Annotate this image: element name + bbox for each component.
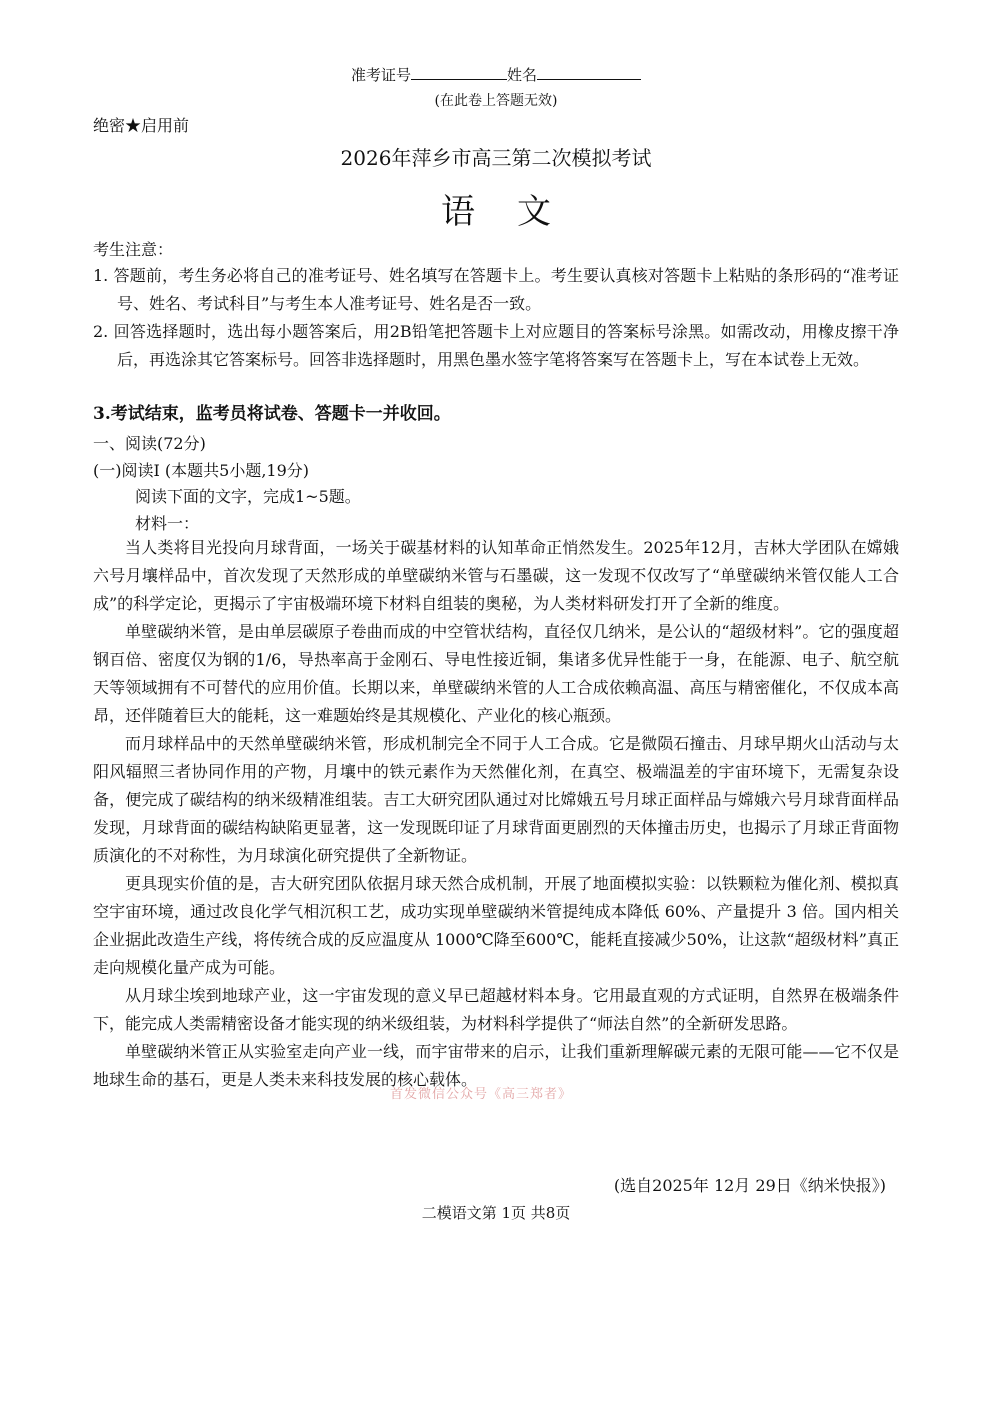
notice-item-2: 2. 回答选择题时，选出每小题答案后，用2B铅笔把答题卡上对应题目的答案标号涂黑。如需改动，用橡皮擦干净后，再选涂其它答案标号。回答非选择题时，用黑色墨水签字笔将答案写在答题卡上，写在本试卷上无效。 — [93, 322, 899, 369]
page-footer: 二模语文第 1页 共8页 — [421, 1204, 571, 1222]
notice-heading: 考生注意： — [93, 240, 174, 259]
exam-id-blank — [411, 65, 507, 80]
article-body — [93, 534, 899, 1094]
article-source: (选自2025年 12月 29日《纳米快报》) — [613, 1176, 886, 1195]
invalid-note: (在此卷上答题无效) — [434, 93, 558, 109]
section-sub-title: (一)阅读Ⅰ (本题共5小题,19分) — [93, 461, 310, 480]
subject-title: 语文 — [441, 192, 593, 232]
material-label: 材料一： — [135, 514, 200, 533]
exam-title: 2026年萍乡市高三第二次模拟考试 — [340, 146, 652, 170]
candidate-id-line — [0, 64, 992, 85]
secret-mark: 绝密★启用前 — [93, 116, 190, 135]
name-blank — [537, 65, 641, 80]
article-paragraph: 更具现实价值的是，吉大研究团队依据月球天然合成机制，开展了地面模拟实验：以铁颗粒为催化剂、模拟真空宇宙环境，通过改良化学气相沉积工艺，成功实现单壁碳纳米管提纯成本降低 60%、产量提升 3 倍。国内相关企业据此改造生产线，将传统合成的反应温度从 1000℃降至600℃，能耗直接减少50%，让这款“超级材料”真正走向规模化量产成为可能。 — [93, 874, 899, 977]
exam-id-label: 准考证号 — [350, 66, 411, 84]
notice-list — [93, 262, 899, 374]
article-paragraph: 从月球尘埃到地球产业，这一宇宙发现的意义早已超越材料本身。它用最直观的方式证明，自然界在极端条件下，能完成人类需精密设备才能实现的纳米级组装，为材料科学提供了“师法自然”的全新研发思路。 — [93, 986, 899, 1033]
name-label: 姓名 — [507, 66, 538, 84]
article-paragraph: 单壁碳纳米管，是由单层碳原子卷曲而成的中空管状结构，直径仅几纳米，是公认的“超级材料”。它的强度超钢百倍、密度仅为钢的1/6，导热率高于金刚石、导电性接近铜，集诸多优异性能于一身，在能源、电子、航空航天等领域拥有不可替代的应用价值。长期以来，单壁碳纳米管的人工合成依赖高温、高压与精密催化，不仅成本高昂，还伴随着巨大的能耗，这一难题始终是其规模化、产业化的核心瓶颈。 — [93, 622, 899, 725]
notice-item-3: 3.考试结束，监考员将试卷、答题卡一并收回。 — [93, 404, 451, 424]
notice-item-1: 1. 答题前，考生务必将自己的准考证号、姓名填写在答题卡上。考生要认真核对答题卡上粘贴的条形码的“准考证号、姓名、考试科目”与考生本人准考证号、姓名是否一致。 — [93, 266, 899, 313]
watermark: 首发微信公众号《高三郑者》 — [390, 1087, 573, 1102]
section-part-title: 一、阅读(72分) — [93, 434, 206, 453]
article-paragraph: 单壁碳纳米管正从实验室走向产业一线，而宇宙带来的启示，让我们重新理解碳元素的无限可能——它不仅是地球生命的基石，更是人类未来科技发展的核心载体。 — [93, 1042, 899, 1089]
reading-instruction: 阅读下面的文字，完成1~5题。 — [135, 487, 361, 506]
article-paragraph: 而月球样品中的天然单壁碳纳米管，形成机制完全不同于人工合成。它是微陨石撞击、月球早期火山活动与太阳风辐照三者协同作用的产物，月壤中的铁元素作为天然催化剂，在真空、极端温差的宇宙环境下，无需复杂设备，便完成了碳结构的纳米级精准组装。吉工大研究团队通过对比嫦娥五号月球正面样品与嫦娥六号月球背面样品发现，月球背面的碳结构缺陷更显著，这一发现既印证了月球背面更剧烈的天体撞击历史，也揭示了月球正背面物质演化的不对称性，为月球演化研究提供了全新物证。 — [93, 734, 899, 865]
article-paragraph: 当人类将目光投向月球背面，一场关于碳基材料的认知革命正悄然发生。2025年12月，吉林大学团队在嫦娥六号月壤样品中，首次发现了天然形成的单壁碳纳米管与石墨碳，这一发现不仅改写了“单壁碳纳米管仅能人工合成”的科学定论，更揭示了宇宙极端环境下材料自组装的奥秘，为人类材料研发打开了全新的维度。 — [93, 538, 899, 613]
